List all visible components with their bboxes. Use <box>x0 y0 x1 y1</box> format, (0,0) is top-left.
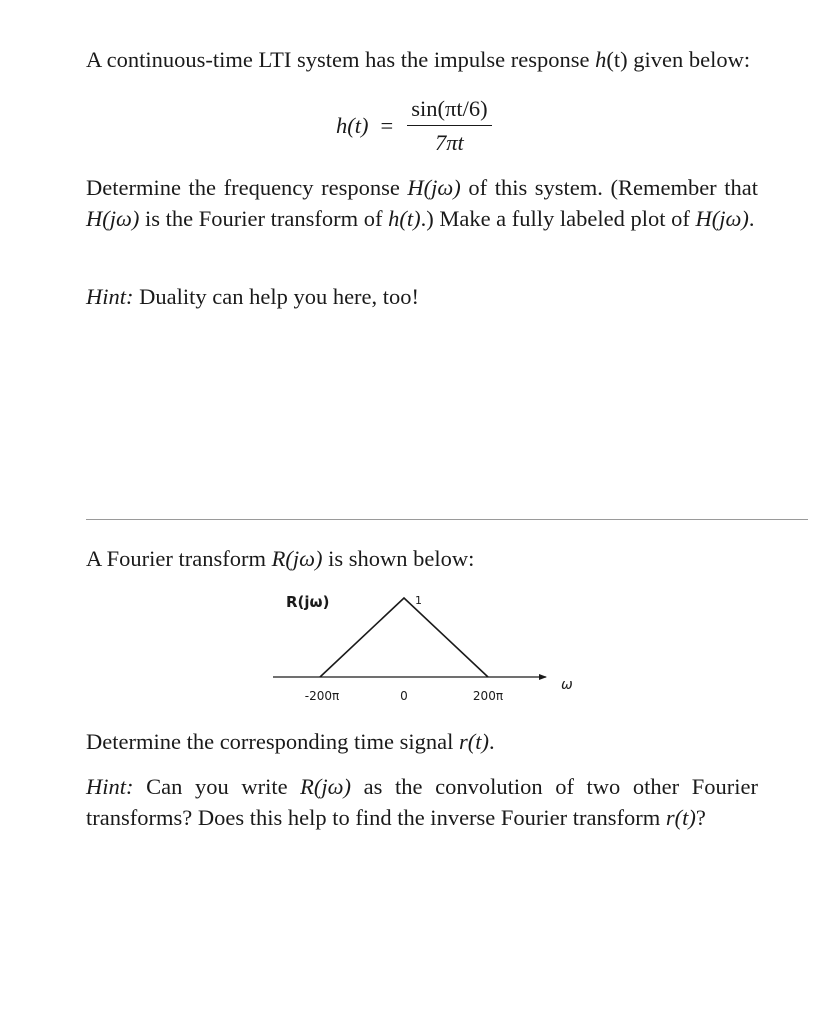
hint-text: as the convolution of two other Fourier transforms? Does this help to find the inverse Fourier transform <box>86 774 758 830</box>
r-t-symbol: r(t) <box>665 805 696 830</box>
peak-label: 1 <box>415 594 422 607</box>
intro-text-end: is shown below: <box>322 546 475 571</box>
plot-ylabel: R(jω) <box>286 593 330 611</box>
R-jw-symbol: R(jω) <box>300 774 352 799</box>
problem2-hint <box>86 771 758 833</box>
intro-text: A continuous-time LTI system has the impulse response <box>86 47 596 72</box>
problem1-hint <box>86 281 758 312</box>
problem1-intro <box>86 44 758 75</box>
equation-equals: = <box>380 113 394 138</box>
intro-text-end: given below: <box>627 47 751 72</box>
task-text-end: . <box>489 729 495 754</box>
impulse-response-equation <box>336 96 492 156</box>
plot-xlabel: ω <box>561 677 573 693</box>
intro-text: A Fourier transform <box>86 546 272 571</box>
section-divider <box>86 519 808 520</box>
question-text: Determine the frequency response <box>86 175 408 200</box>
H-jw-symbol: H(jω) <box>695 206 749 231</box>
t-argument: (t) <box>606 47 628 72</box>
hint-label: Hint: <box>86 284 134 309</box>
H-jw-symbol: H(jω) <box>86 206 140 231</box>
h-t-symbol: h(t) <box>388 206 421 231</box>
tick-label-pos: 200π <box>472 689 504 703</box>
hint-text: Can you write <box>133 774 301 799</box>
R-jw-symbol: R(jω) <box>271 546 323 571</box>
hint-text-end: ? <box>695 805 706 830</box>
tick-label-neg: -200π <box>304 689 340 703</box>
r-t-symbol: r(t) <box>459 729 490 754</box>
problem2-intro <box>86 543 758 574</box>
question-text: of this system. (Remember that <box>460 175 758 200</box>
equation-denominator: 7πt <box>434 130 464 155</box>
equation-numerator: sin(πt/6) <box>407 96 491 126</box>
problem1-question <box>86 172 758 234</box>
hint-text: Duality can help you here, too! <box>133 284 420 309</box>
h-symbol: h <box>595 47 607 72</box>
tick-label-zero: 0 <box>400 689 408 703</box>
equation-fraction <box>407 96 491 156</box>
problem2-task <box>86 726 758 757</box>
question-text: . <box>748 206 755 231</box>
question-text: .) Make a fully labeled plot of <box>420 206 696 231</box>
task-text: Determine the corresponding time signal <box>86 729 460 754</box>
question-text: is the Fourier transform of <box>139 206 389 231</box>
H-jw-symbol: H(jω) <box>407 175 461 200</box>
triangle-shape <box>320 598 488 677</box>
hint-label: Hint: <box>86 774 134 799</box>
equation-lhs: h(t) <box>336 113 369 138</box>
